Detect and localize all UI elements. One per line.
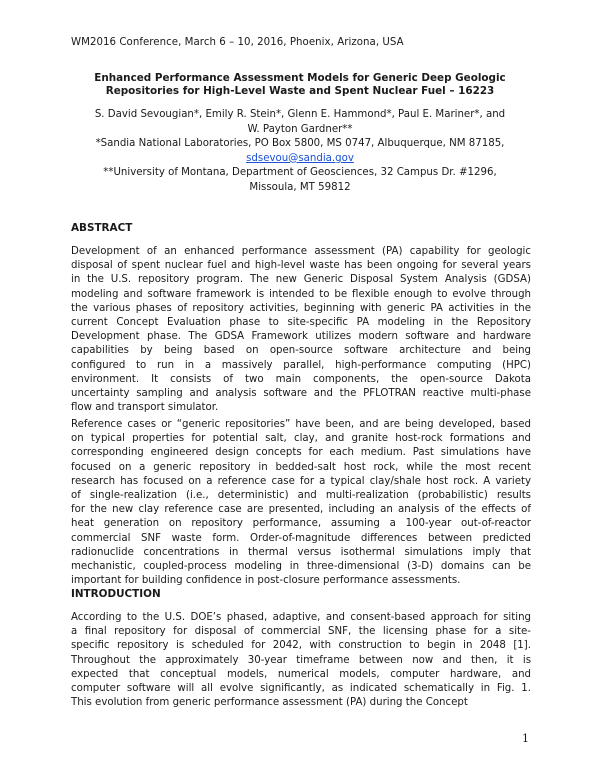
text-line: for the new clay reference case are presented, including an analysis of the effects of [71, 504, 531, 516]
paper-title [60, 72, 540, 98]
text-line: This evolution from generic performance assessment (PA) during the Concept [71, 697, 468, 709]
affiliation-1: *Sandia National Laboratories, PO Box 5800, MS 0747, Albuquerque, NM 87185, [95, 138, 505, 150]
text-line: heat generation on repository performance, assuming a 100-year out-of-reactor [71, 518, 531, 530]
text-line: focused on a generic repository in bedded-salt host rock, while the most recent [71, 461, 531, 473]
text-line: disposal of spent nuclear fuel and high-level waste has been ongoing for several years [71, 260, 531, 272]
title-line-2: Repositories for High-Level Waste and Spent Nuclear Fuel – 16223 [105, 85, 495, 97]
text-line: modeling and software framework is intended to be flexible enough to evolve through [71, 288, 531, 300]
abstract-paragraph-1 [71, 245, 531, 415]
text-line: commercial SNF waste form. Order-of-magnitude differences between predicted [71, 532, 531, 544]
text-line: uncertainty sampling and analysis software and the PFLOTRAN reactive multi-phase [71, 388, 531, 400]
text-line: the various phases of repository activities, beginning with generic PA activities in the [71, 302, 531, 314]
text-line: research has focused on a reference case for a typical clay/shale host rock. A variety [71, 475, 531, 487]
authors-line-2: W. Payton Gardner** [247, 123, 353, 135]
text-line: Development of an enhanced performance assessment (PA) capability for geologic [71, 246, 531, 257]
authors-line-1: S. David Sevougian*, Emily R. Stein*, Glenn E. Hammond*, Paul E. Mariner*, and [94, 109, 506, 120]
email-link[interactable]: sdsevou@sandia.gov [246, 152, 354, 164]
text-line: flow and transport simulator. [71, 402, 219, 414]
text-line: computer software will all evolve significantly, as indicated schematically in Fig. 1. [71, 683, 531, 695]
abstract-heading: ABSTRACT [71, 222, 133, 234]
text-line: in the U.S. repository program. The new Generic Disposal System Analysis (GDSA) [71, 274, 531, 286]
text-line: expected that conceptual models, numerical models, computer hardware, and [71, 668, 531, 680]
text-line: environment. It consists of two main components, the open-source Dakota [71, 373, 531, 385]
text-line: corresponding engineered design concepts for each medium. Past simulations have [71, 447, 531, 459]
text-line: Throughout the approximately 30-year timeframe between now and then, it is [71, 654, 531, 666]
text-line: a final repository for disposal of commercial SNF, the licensing phase for a site- [71, 626, 531, 638]
title-line-1: Enhanced Performance Assessment Models for Generic Deep Geologic [94, 72, 506, 84]
text-line: configured to run in a massively parallel, high-performance computing (HPC) [71, 359, 531, 371]
abstract-paragraph-2 [71, 418, 531, 588]
affiliation-2-city: Missoula, MT 59812 [249, 181, 351, 193]
affiliation-2: **University of Montana, Department of Geosciences, 32 Campus Dr. #1296, [103, 167, 497, 179]
running-header: WM2016 Conference, March 6 – 10, 2016, Phoenix, Arizona, USA [71, 37, 404, 48]
text-line: Reference cases or “generic repositories” have been, and are being developed, based [71, 419, 531, 430]
text-line: current Concept Evaluation phase to site-specific PA modeling in the Repository [71, 317, 531, 329]
text-line: According to the U.S. DOE’s phased, adaptive, and consent-based approach for siting [71, 612, 531, 623]
author-block [60, 108, 540, 196]
page-number: 1 [522, 732, 529, 745]
introduction-heading: INTRODUCTION [71, 588, 161, 600]
text-line: radionuclide concentrations in thermal versus isothermal simulations imply that [71, 546, 531, 558]
text-line: capabilities by being based on open-source software architecture and being [71, 345, 531, 357]
text-line: of single-realization (i.e., deterministic) and multi-realization (probabilistic) results [71, 490, 531, 502]
text-line: important for building confidence in post-closure performance assessments. [71, 575, 461, 587]
text-line: mechanistic, coupled-process modeling in three-dimensional (3-D) domains can be [71, 561, 531, 573]
text-line: on typical properties for potential salt, clay, and granite host-rock formations and [71, 433, 531, 445]
text-line: specific repository is scheduled for 2042, with construction to begin in 2048 [1]. [71, 640, 531, 652]
introduction-paragraph-1 [71, 611, 531, 710]
text-line: Development phase. The GDSA Framework utilizes modern software and hardware [71, 331, 531, 343]
